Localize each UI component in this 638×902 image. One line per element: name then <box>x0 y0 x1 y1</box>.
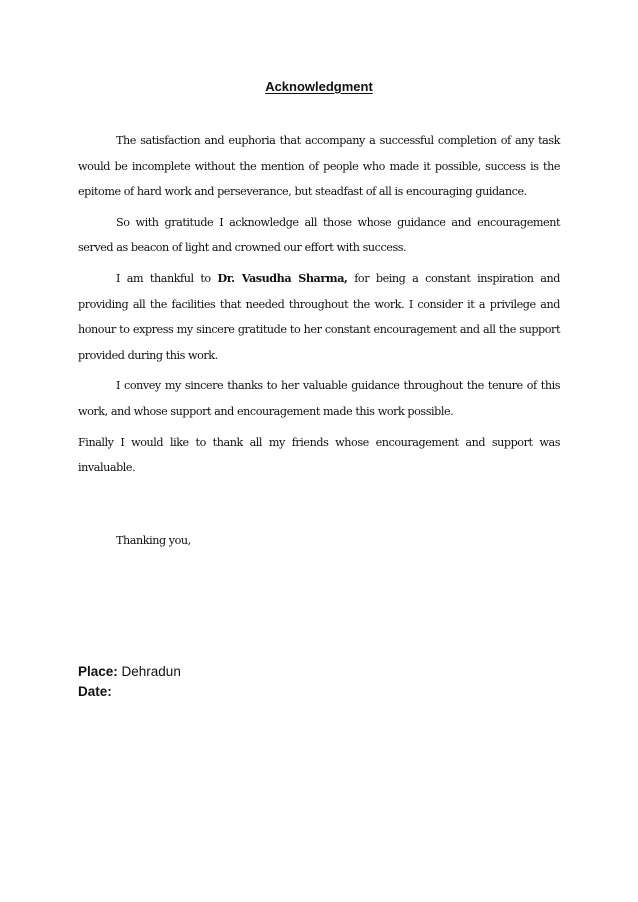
paragraph-2: So with gratitude I acknowledge all those whose guidance and encouragement served as beacon of light and crowned our effort with success. <box>78 215 560 255</box>
place-label: Place: <box>78 664 118 679</box>
guide-name: Dr. Vasudha Sharma, <box>217 270 348 285</box>
paragraph-3 <box>78 266 560 368</box>
date-row <box>78 682 181 702</box>
place-value: Dehradun <box>117 664 181 679</box>
paragraph-3-rest: for being a constant inspiration and providing all the facilities that needed throughout the work. I consider it a privilege and honour to express my sincere gratitude to her constant encouragement and all the support provided during this work. <box>78 271 560 362</box>
paragraph-4: I convey my sincere thanks to her valuable guidance throughout the tenure of this work, and whose support and encouragement made this work possible. <box>78 379 560 418</box>
closing-line: Thanking you, <box>116 534 191 547</box>
date-label: Date: <box>78 684 112 699</box>
paragraph-5: Finally I would like to thank all my friends whose encouragement and support was invaluable. <box>78 435 560 475</box>
page-title: Acknowledgment <box>265 79 373 94</box>
acknowledgment-body <box>78 128 560 486</box>
paragraph-1: The satisfaction and euphoria that accompany a successful completion of any task would be incomplete without the mention of people who made it possible, success is the epitome of hard work and perseverance, but steadfast of all is encouraging guidance. <box>78 134 560 199</box>
paragraph-3-intro: I am thankful to <box>116 271 218 285</box>
place-date-block <box>78 662 181 702</box>
place-row <box>78 662 181 682</box>
